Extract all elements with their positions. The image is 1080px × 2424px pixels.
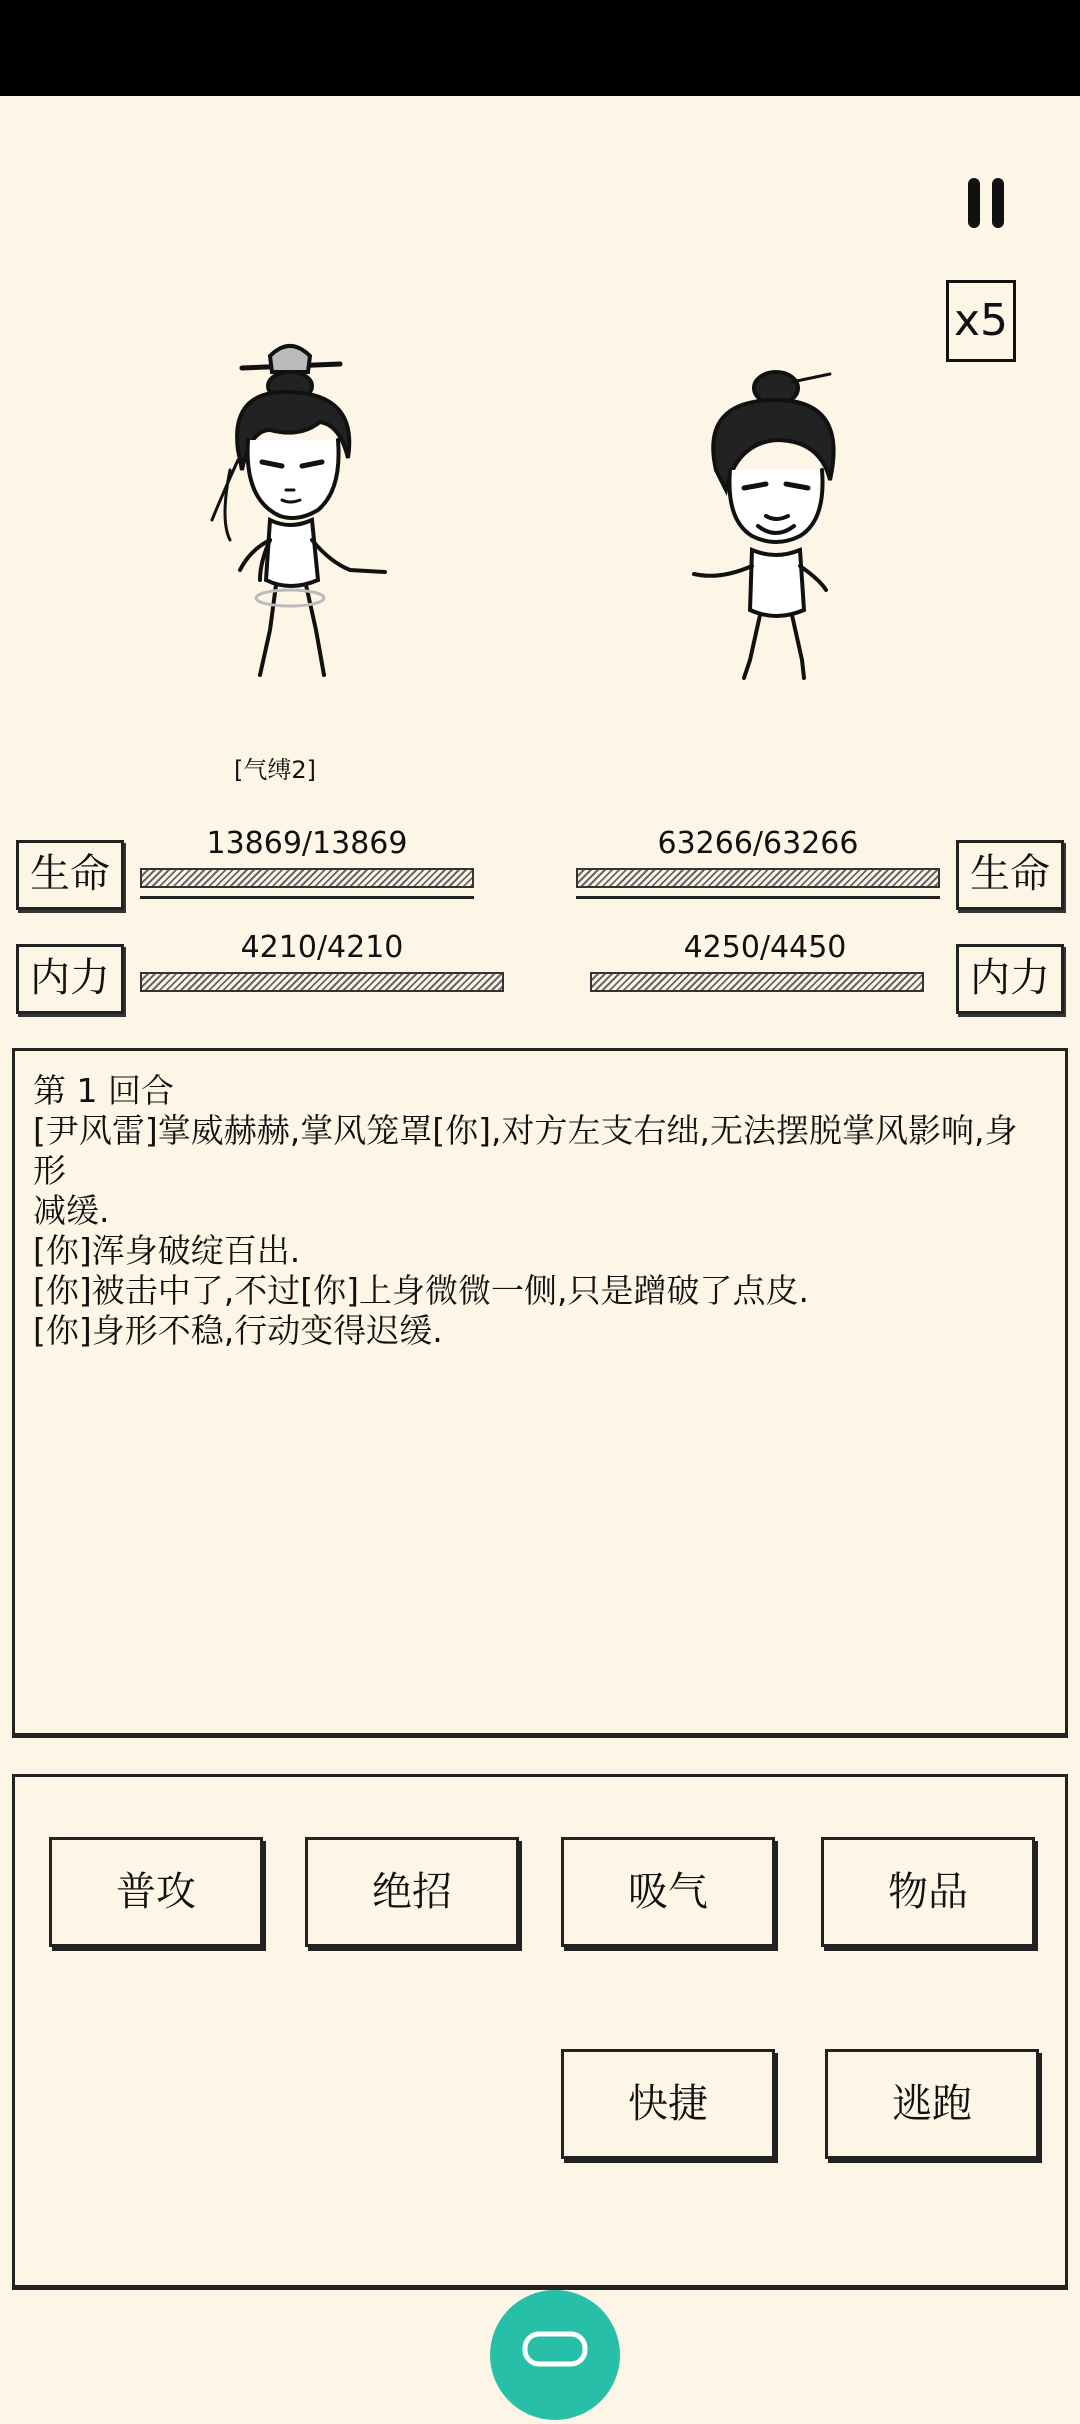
pause-button[interactable] xyxy=(968,178,1008,228)
pause-icon xyxy=(968,178,980,228)
gamepad-fab-button[interactable] xyxy=(490,2290,620,2420)
player-hp-underline xyxy=(140,896,474,899)
player-mp-label: 内力 xyxy=(16,944,124,1014)
pause-icon xyxy=(992,178,1004,228)
enemy-hp-underline xyxy=(576,896,940,899)
enemy-mp-label: 内力 xyxy=(956,944,1064,1014)
enemy-mp-bar xyxy=(590,930,940,992)
flee-button[interactable]: 逃跑 xyxy=(825,2049,1039,2159)
player-mp-value: 4210/4210 xyxy=(240,930,404,965)
log-line: [你]被击中了,不过[你]上身微微一侧,只是蹭破了点皮. xyxy=(33,1271,809,1310)
ultimate-button[interactable]: 绝招 xyxy=(305,1837,519,1947)
log-line: 第 1 回合 xyxy=(33,1071,174,1110)
log-line: [尹风雷]掌威赫赫,掌风笼罩[你],对方左支右绌,无法摆脱掌风影响,身形 xyxy=(33,1111,1018,1190)
enemy-character xyxy=(680,360,860,690)
system-status-bar xyxy=(0,0,1080,96)
player-hp-bar xyxy=(140,826,474,888)
enemy-hp-fill xyxy=(576,868,940,888)
player-hp-value: 13869/13869 xyxy=(206,826,408,861)
log-line: 减缓. xyxy=(33,1191,110,1230)
shortcut-button[interactable]: 快捷 xyxy=(561,2049,775,2159)
player-mp-bar xyxy=(140,930,504,992)
player-hp-fill xyxy=(140,868,474,888)
attack-button[interactable]: 普攻 xyxy=(49,1837,263,1947)
enemy-mp-value: 4250/4450 xyxy=(683,930,847,965)
player-status-effect: [气缚2] xyxy=(234,756,316,784)
enemy-hp-value: 63266/63266 xyxy=(657,826,859,861)
log-line: [你]浑身破绽百出. xyxy=(33,1231,301,1270)
player-hp-label: 生命 xyxy=(16,840,124,910)
player-mp-fill xyxy=(140,972,504,992)
items-button[interactable]: 物品 xyxy=(821,1837,1035,1947)
enemy-hp-bar xyxy=(576,826,940,888)
gamepad-icon xyxy=(490,2290,620,2420)
speed-toggle-button[interactable]: x5 xyxy=(946,280,1016,362)
battle-log-panel[interactable] xyxy=(12,1048,1068,1738)
enemy-hp-label: 生命 xyxy=(956,840,1064,910)
player-character xyxy=(190,330,410,690)
action-panel xyxy=(12,1774,1068,2290)
log-line: [你]身形不稳,行动变得迟缓. xyxy=(33,1311,443,1350)
enemy-mp-fill xyxy=(590,972,924,992)
absorb-button[interactable]: 吸气 xyxy=(561,1837,775,1947)
